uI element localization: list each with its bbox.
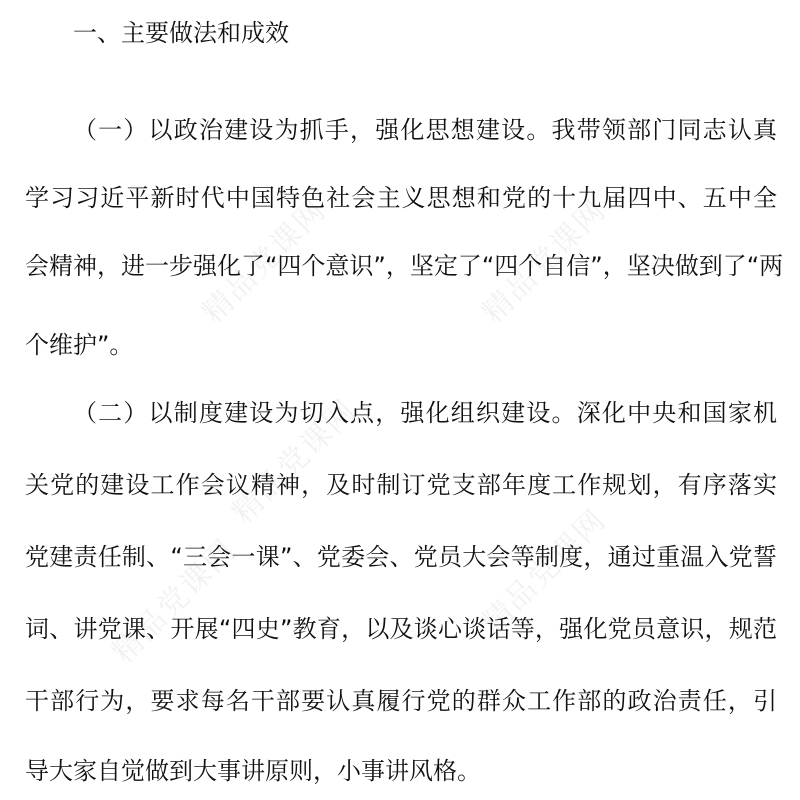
paragraph-line: 个维护”。 bbox=[25, 331, 134, 359]
watermark: 精品党课网 bbox=[195, 192, 334, 331]
paragraph-line: 学习习近平新时代中国特色社会主义思想和党的十九届四中、五中全 bbox=[25, 184, 777, 212]
watermark: 精品党课网 bbox=[225, 392, 364, 531]
paragraph-line: （一）以政治建设为抓手，强化思想建设。我带领部门同志认真 bbox=[73, 116, 777, 144]
paragraph-line: 导大家自觉做到大事讲原则，小事讲风格。 bbox=[25, 757, 481, 785]
paragraph-line: 党建责任制、“三会一课”、党委会、党员大会等制度，通过重温入党誓 bbox=[25, 543, 777, 571]
paragraph-line: 会精神，进一步强化了“四个意识”，坚定了“四个自信”，坚决做到了“两 bbox=[25, 252, 784, 280]
section-heading: 一、主要做法和成效 bbox=[73, 19, 289, 47]
watermark: 精品党课网 bbox=[475, 502, 614, 641]
paragraph-line: 干部行为，要求每名干部要认真履行党的群众工作部的政治责任，引 bbox=[25, 687, 777, 715]
watermark: 精品党课网 bbox=[475, 192, 614, 331]
paragraph-line: （二）以制度建设为切入点，强化组织建设。深化中央和国家机 bbox=[73, 399, 777, 427]
watermark: 精品党课网 bbox=[105, 532, 244, 671]
paragraph-line: 词、讲党课、开展“四史”教育，以及谈心谈话等，强化党员意识，规范 bbox=[25, 615, 777, 643]
paragraph-line: 关党的建设工作会议精神，及时制订党支部年度工作规划，有序落实 bbox=[25, 471, 777, 499]
